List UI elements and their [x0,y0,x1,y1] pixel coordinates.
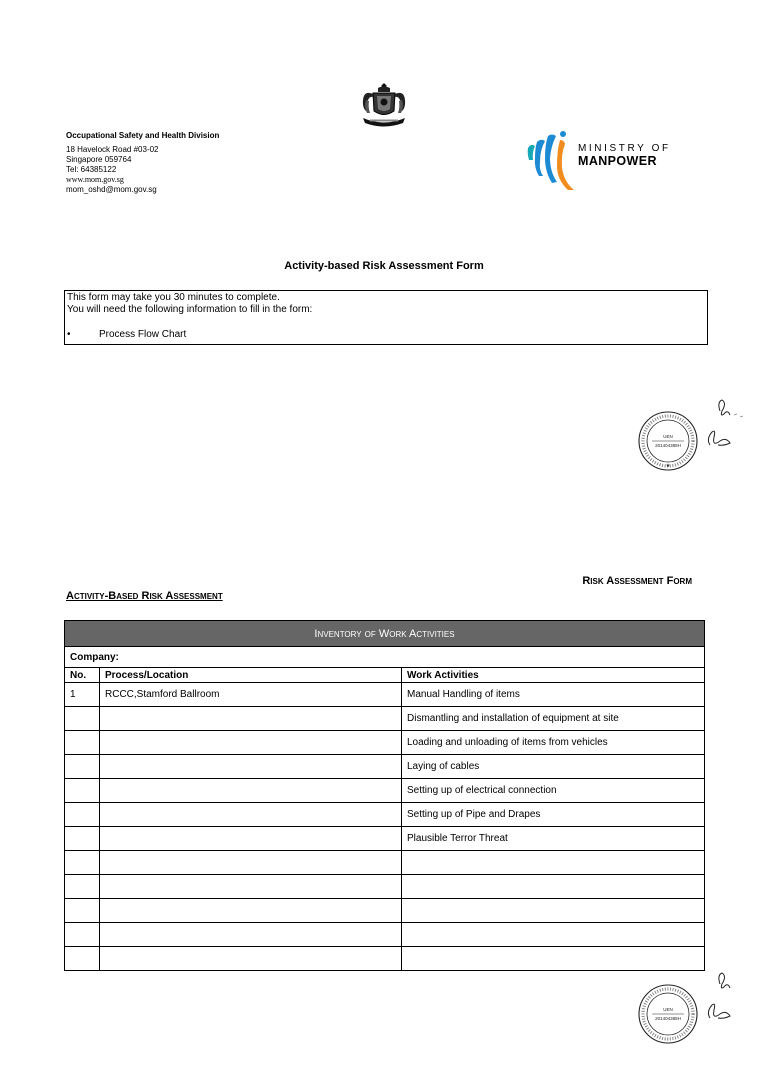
table-row [65,755,705,779]
table-row [65,899,705,923]
table-row [65,707,705,731]
table-row [65,683,705,707]
cell-no [65,779,100,803]
inventory-table [64,620,705,971]
telephone: Tel: 64385122 [66,165,117,174]
cell-process-location [100,803,402,827]
svg-text:★: ★ [665,463,671,469]
risk-assessment-form-title: Risk Assessment Form [582,575,692,587]
table-row [65,731,705,755]
activity-based-risk-assessment-title: Activity-Based Risk Assessment [66,590,223,602]
cell-work-activity: Manual Handling of items [402,683,705,707]
cell-work-activity: Setting up of Pipe and Drapes [402,803,705,827]
email-link[interactable]: mom_oshd@mom.gov.sg [66,185,157,194]
table-row [65,947,705,971]
cell-process-location [100,779,402,803]
cell-no [65,923,100,947]
cell-process-location [100,827,402,851]
cell-work-activity [402,875,705,899]
company-label: Company: [65,647,705,668]
table-row [65,875,705,899]
cell-process-location [100,947,402,971]
address-line-2: Singapore 059764 [66,155,132,164]
ministry-of-manpower-logo [524,126,670,194]
info-required-item: Process Flow Chart [99,329,187,340]
cell-no [65,707,100,731]
svg-text:UEN: UEN [663,1007,673,1012]
column-header-work-activities: Work Activities [402,668,705,683]
cell-no [65,899,100,923]
svg-text:201404388H: 201404388H [655,1016,681,1021]
cell-process-location [100,731,402,755]
cell-no [65,947,100,971]
cell-no: 1 [65,683,100,707]
cell-process-location: RCCC,Stamford Ballroom [100,683,402,707]
cell-process-location [100,899,402,923]
cell-work-activity [402,923,705,947]
table-row [65,851,705,875]
form-title: Activity-based Risk Assessment Form [284,260,484,272]
cell-work-activity: Laying of cables [402,755,705,779]
table-title: Inventory of Work Activities [65,621,705,647]
cell-work-activity: Loading and unloading of items from vehicles [402,731,705,755]
table-row [65,779,705,803]
address-line-1: 18 Havelock Road #03-02 [66,145,159,154]
info-line-2: You will need the following information to fill in the form: [67,304,313,315]
column-header-row [65,668,705,683]
cell-no [65,851,100,875]
cell-process-location [100,755,402,779]
cell-work-activity [402,947,705,971]
logo-line-1: MINISTRY OF [578,143,671,154]
division-address-block [66,130,386,195]
bullet-icon: • [67,329,71,340]
cell-no [65,755,100,779]
logo-line-2: MANPOWER [578,154,657,168]
cell-no [65,803,100,827]
company-row [65,647,705,668]
cell-work-activity: Dismantling and installation of equipment at site [402,707,705,731]
cell-work-activity [402,851,705,875]
state-crest-logo [356,80,412,130]
svg-text:201404388H: 201404388H [655,443,681,448]
form-info-box [64,290,708,345]
cell-no [65,827,100,851]
cell-process-location [100,923,402,947]
svg-text:UEN: UEN [663,434,673,439]
cell-work-activity: Plausible Terror Threat [402,827,705,851]
company-stamp-signature [634,397,756,487]
column-header-no: No. [65,668,100,683]
table-header-row [65,621,705,647]
table-row [65,827,705,851]
info-line-1: This form may take you 30 minutes to complete. [67,292,280,303]
division-name: Occupational Safety and Health Division [66,131,220,140]
cell-process-location [100,707,402,731]
table-row [65,803,705,827]
company-stamp-signature-bottom [634,970,756,1060]
column-header-process-location: Process/Location [100,668,402,683]
cell-work-activity [402,899,705,923]
cell-no [65,731,100,755]
cell-work-activity: Setting up of electrical connection [402,779,705,803]
website-link[interactable]: www.mom.gov.sg [66,175,124,184]
cell-no [65,875,100,899]
cell-process-location [100,851,402,875]
table-row [65,923,705,947]
cell-process-location [100,875,402,899]
